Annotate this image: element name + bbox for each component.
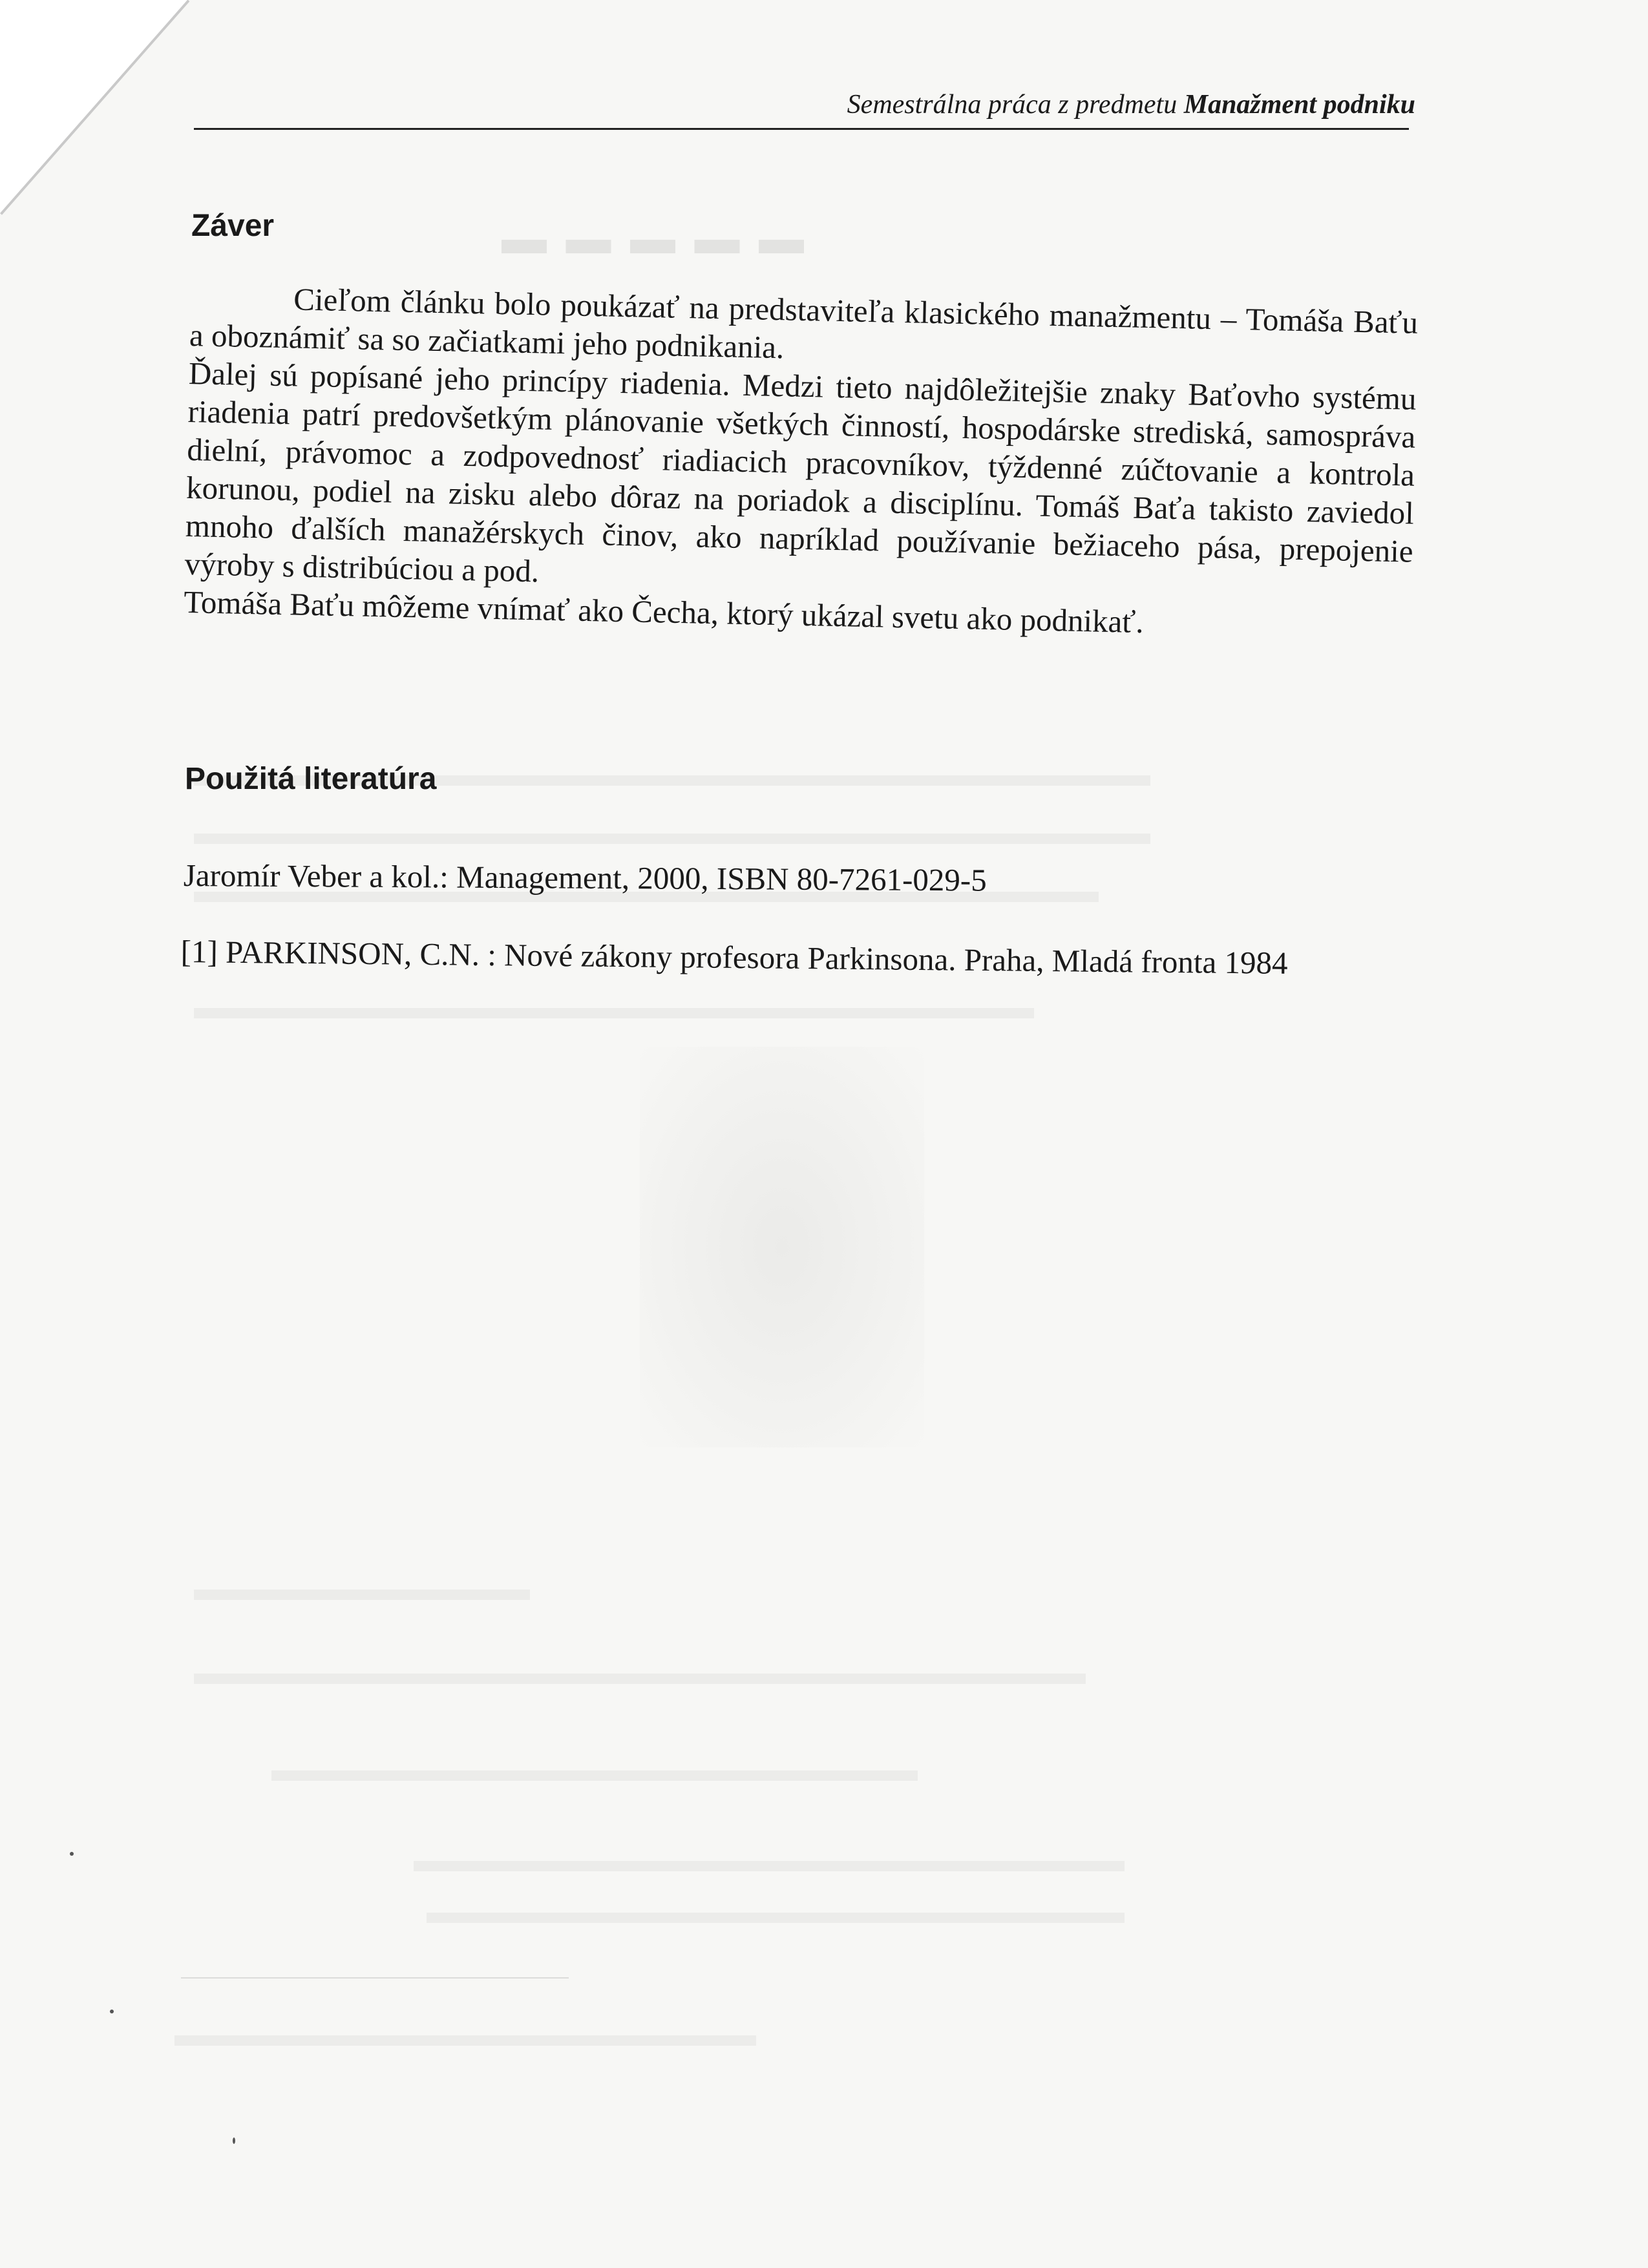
conclusion-paragraph: Ďalej sú popísané jeho princípy riadenia. Medzi tieto najdôležitejšie znaky Baťovho systému riadenia patrí predovšetkým plánovanie všetkých činností, hospodárske strediská, samospráva dielní, právomoc a zodpovednosť riadiacich pracovníkov, týždenné zúčtovanie a kontrola korunou, podiel na zisku alebo dôraz na poriadok a disciplínu. Tomáš Baťa takisto zaviedol mnoho ďalších manažérskych činov, ako napríklad používanie bežiaceho pása, prepojenie výroby s distribúciou a pod. [184,355,1417,589]
bleed-through-line [194,1590,530,1600]
conclusion-paragraph: Tomáša Baťu môžeme vnímať ako Čecha, ktorý ukázal svetu ako podnikať. [183,583,1145,640]
conclusion-heading: Záver [191,209,275,243]
header-rule [194,128,1409,130]
bleed-through-line [194,834,1150,844]
scan-speck [233,2137,235,2144]
running-header-regular: Semestrálna práca z predmetu [847,90,1184,120]
conclusion-body [184,278,1419,647]
scan-speck [110,2010,114,2013]
reference-item: Jaromír Veber a kol.: Management, 2000, ISBN 80-7261-029-5 [183,857,987,898]
running-header-bold: Manažment podniku [1183,90,1415,120]
reference-item: [1] PARKINSON, C.N. : Nové zákony profesora Parkinsona. Praha, Mladá fronta 1984 [180,934,1288,981]
bleed-through-line [194,1674,1086,1684]
bleed-through-line [174,2035,756,2046]
literature-heading: Použitá literatúra [185,762,437,796]
bleed-through-line [414,1861,1125,1871]
bleed-through-title: ▬ ▬ ▬ ▬ ▬ [498,214,804,264]
bleed-through-photo [640,1047,924,1447]
conclusion-paragraph: Cieľom článku bolo poukázať na predstaviteľa klasického manažmentu – Tomáša Baťu a oboznámiť sa so začiatkami jeho podnikania. [189,281,1419,366]
bleed-through-footnote-rule [181,1977,569,1979]
bleed-through-line [271,1770,918,1781]
running-header [847,89,1415,120]
bleed-through-line [194,1008,1034,1018]
scan-speck [70,1852,74,1856]
bleed-through-line [427,1913,1125,1923]
